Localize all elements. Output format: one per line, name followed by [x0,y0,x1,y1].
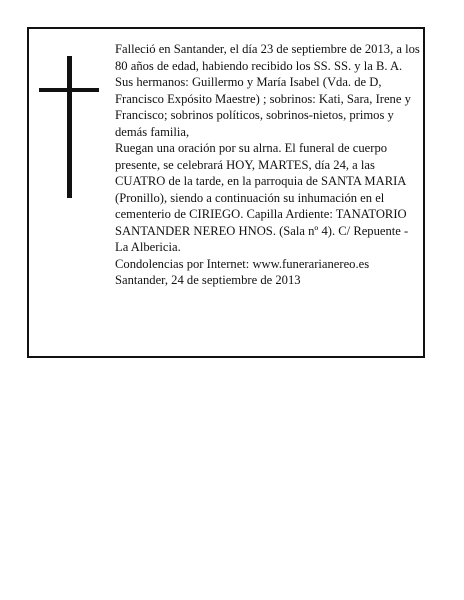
cross-horizontal-bar [39,88,99,92]
obituary-notice [27,27,425,358]
notice-text [115,41,421,289]
cross-icon [39,56,99,198]
notice-funeral-details: Ruegan una oración por su alrna. El funeral de cuerpo presente, se celebrará HOY, MARTES, día 24, a las CUATRO de la tarde, en la parroquia de SANTA MARIA (Pronillo), siendo a continuación su inhumación en el cementerio de CIRIEGO. Capilla Ardiente: TANATORIO SANTANDER NEREO HNOS. (Sala nº 4). C/ Repuente - La Albericia. [115,141,409,254]
notice-family: Sus hermanos: Guillermo y María Isabel (Vda. de D, Francisco Expósito Maestre) ; sobrinos: Kati, Sara, Irene y Francisco; sobrinos políticos, sobrinos-nietos, primos y demás familia, [115,75,411,139]
notice-date-line: Santander, 24 de septiembre de 2013 [115,273,301,287]
notice-death-announcement: Falleció en Santander, el día 23 de septiembre de 2013, a los 80 años de edad, habiendo recibido los SS. SS. y la B. A. [115,42,420,73]
cross-vertical-bar [67,56,72,198]
notice-condolences-link[interactable]: Condolencias por Internet: www.funerarianereo.es [115,256,370,271]
